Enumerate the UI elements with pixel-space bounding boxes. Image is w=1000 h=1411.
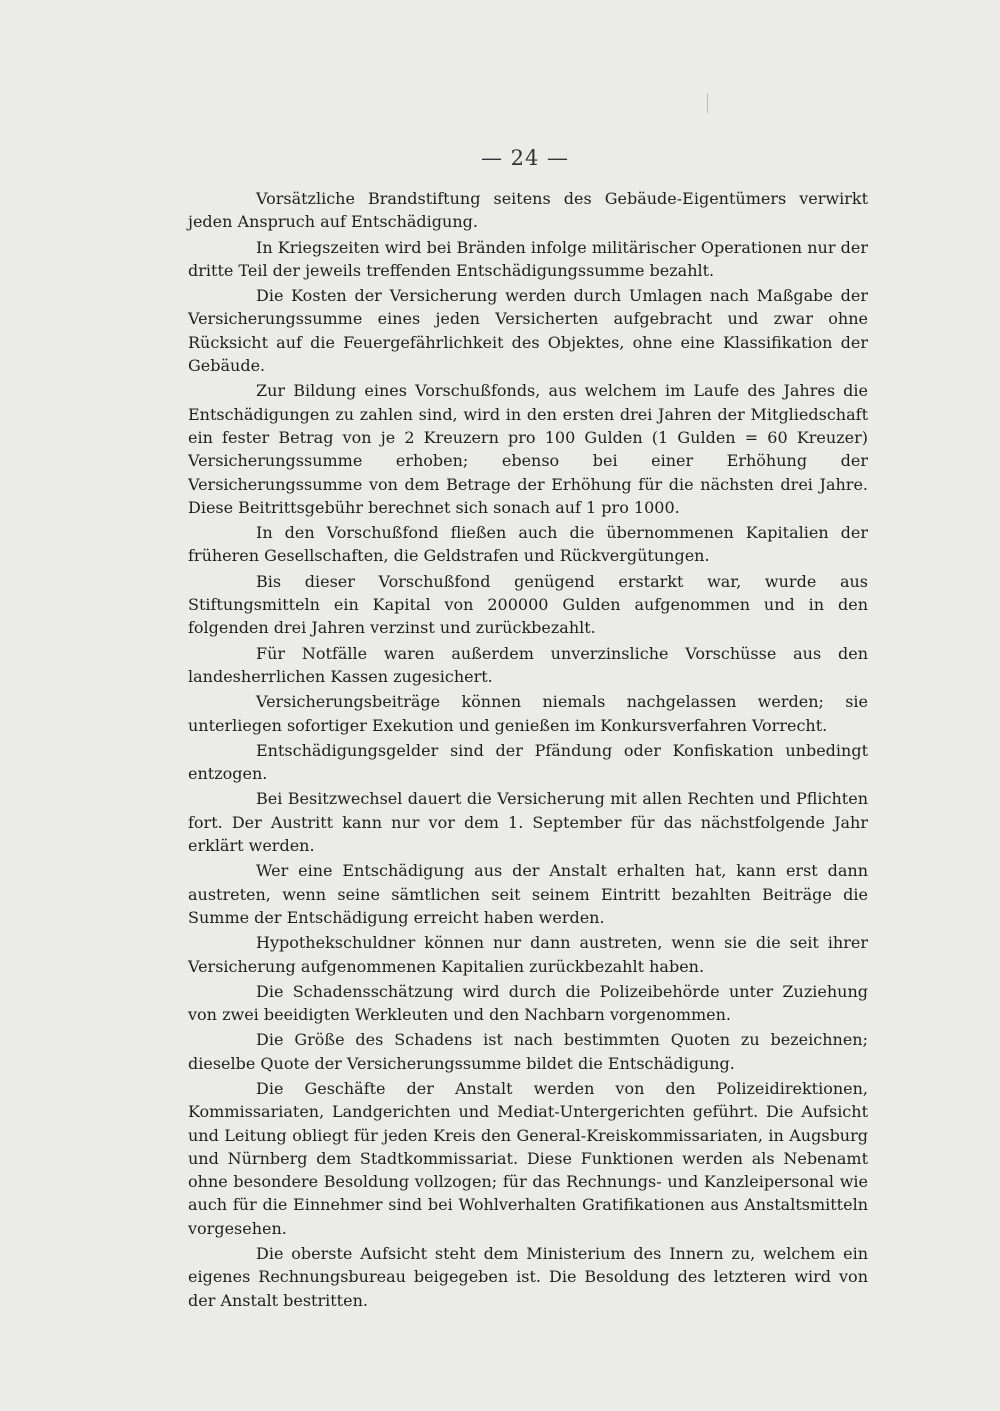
page-number: — 24 — <box>480 146 570 170</box>
paragraph: Die oberste Aufsicht steht dem Ministerium des Innern zu, welchem ein eigenes Rechnungsbureau beigegeben ist. Die Besoldung des letzteren wird von der Anstalt bestritten. <box>188 1244 868 1310</box>
paragraph: Hypothekschuldner können nur dann austreten, wenn sie die seit ihrer Versicherung aufgenommenen Kapitalien zurückbezahlt haben. <box>188 933 868 976</box>
paragraph: Zur Bildung eines Vorschußfonds, aus welchem im Laufe des Jahres die Entschädigungen zu zahlen sind, wird in den ersten drei Jahren der Mitgliedschaft ein fester Betrag von je 2 Kreuzern pro 100 Gulden (1 Gulden = 60 Kreuzer) Versicherungssumme erhoben; ebenso bei einer Erhöhung der Versicherungssumme von dem Betrage der Erhöhung für die nächsten drei Jahre. Diese Beitrittsgebühr berechnet sich sonach auf 1 pro 1000. <box>188 381 868 517</box>
paragraph: Die Größe des Schadens ist nach bestimmten Quoten zu bezeichnen; dieselbe Quote der Versicherungssumme bildet die Entschädigung. <box>188 1030 868 1073</box>
paragraph: Die Geschäfte der Anstalt werden von den Polizeidirektionen, Kommissariaten, Landgerichten und Mediat-Untergerichten geführt. Die Aufsicht und Leitung obliegt für jeden Kreis den General-Kreiskommissariaten, in Augsburg und Nürnberg dem Stadtkommissariat. Diese Funktionen werden als Nebenamt ohne besondere Besoldung vollzogen; für das Rechnungs- und Kanzleipersonal wie auch für die Einnehmer sind bei Wohlverhalten Gratifikationen aus Anstaltsmitteln vorgesehen. <box>188 1078 868 1238</box>
paragraph: Die Schadensschätzung wird durch die Polizeibehörde unter Zuziehung von zwei beeidigten Werkleuten und den Nachbarn vorgenommen. <box>188 981 868 1025</box>
paragraph: Bei Besitzwechsel dauert die Versicherung mit allen Rechten und Pflichten fort. Der Austritt kann nur vor dem 1. September für das nächstfolgende Jahr erklärt werden. <box>188 789 868 856</box>
paragraph: Entschädigungsgelder sind der Pfändung oder Konfiskation unbedingt entzogen. <box>188 740 868 784</box>
paragraph: Versicherungsbeiträge können niemals nachgelassen werden; sie unterliegen sofortiger Exekution und genießen im Konkursverfahren Vorrecht. <box>188 692 868 735</box>
paragraph: Die Kosten der Versicherung werden durch Umlagen nach Maßgabe der Versicherungssumme eines jeden Versicherten aufgebracht und zwar ohne Rücksicht auf die Feuergefährlichkeit des Objektes, ohne eine Klassifikation der Gebäude. <box>188 286 868 376</box>
paragraph: Bis dieser Vorschußfond genügend erstarkt war, wurde aus Stiftungsmitteln ein Kapital von 200000 Gulden aufgenommen und in den folgenden drei Jahren verzinst und zurückbezahlt. <box>188 571 868 638</box>
page-mark <box>707 93 708 113</box>
paragraph: Für Notfälle waren außerdem unverzinsliche Vorschüsse aus den landesherrlichen Kassen zugesichert. <box>188 643 868 686</box>
paragraph: Wer eine Entschädigung aus der Anstalt erhalten hat, kann erst dann austreten, wenn seine sämtlichen seit seinem Eintritt bezahlten Beiträge die Summe der Entschädigung erreicht haben werden. <box>188 861 868 927</box>
paragraph: In den Vorschußfond fließen auch die übernommenen Kapitalien der früheren Gesellschaften, die Geldstrafen und Rückvergütungen. <box>188 523 868 566</box>
body-text <box>188 187 868 1312</box>
paragraph: Vorsätzliche Brandstiftung seitens des Gebäude-Eigentümers verwirkt jeden Anspruch auf Entschädigung. <box>188 189 868 232</box>
paragraph: In Kriegszeiten wird bei Bränden infolge militärischer Operationen nur der dritte Teil der jeweils treffenden Entschädigungssumme bezahlt. <box>188 237 868 280</box>
